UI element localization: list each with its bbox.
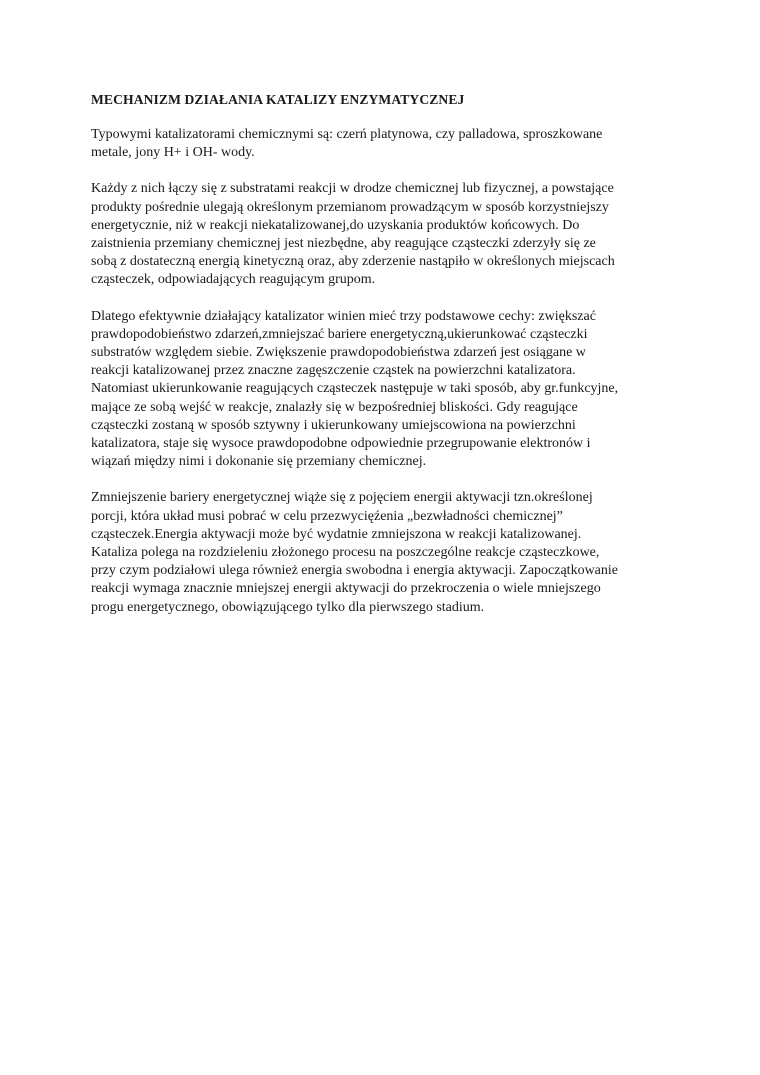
paragraph-line: Kataliza polega na rozdzieleniu złożonego procesu na poszczególne reakcje cząsteczkowe,: [91, 545, 600, 561]
paragraph-line: Każdy z nich łączy się z substratami reakcji w drodze chemicznej lub fizycznej, a powstające: [91, 181, 614, 197]
paragraph-line: cząsteczki zostaną w sposób sztywny i ukierunkowany umiejscowiona na powierzchni: [91, 417, 576, 433]
paragraph-line: zaistnienia przemiany chemicznej jest niezbędne, aby reagujące cząsteczki zderzyły się ze: [91, 236, 596, 252]
paragraph-line: prawdopodobieństwo zdarzeń,zmniejszać bariere energetyczną,ukierunkować cząsteczki: [91, 326, 588, 342]
paragraph-line: substratów względem siebie. Zwiększenie prawdopodobieństwa zdarzeń jest osiągane w: [91, 345, 586, 361]
paragraph-activation-energy: [91, 489, 681, 616]
document-page: [91, 91, 681, 635]
paragraph-line: produkty pośrednie ulegają określonym przemianom prowadzącym w sposób korzystniejszy: [91, 199, 609, 215]
paragraph-line: progu energetycznego, obowiązującego tylko dla pierwszego stadium.: [91, 599, 485, 615]
paragraph-line: cząsteczek.Energia aktywacji może być wydatnie zmniejszona w reakcji katalizowanej.: [91, 526, 582, 542]
paragraph-line: sobą z dostateczną energią kinetyczną oraz, aby zderzenie nastąpiło w określonych miejscach: [91, 254, 615, 270]
paragraph-line: Zmniejszenie bariery energetycznej wiąże się z pojęciem energii aktywacji tzn.określonej: [91, 490, 593, 506]
paragraph-catalysts: [91, 126, 681, 162]
paragraph-line: porcji, która układ musi pobrać w celu przezwycięźenia „bezwładności chemicznej”: [91, 508, 563, 524]
paragraph-line: reakcji wymaga znacznie mniejszej energii aktywacji do przekroczenia o wiele mniejszego: [91, 581, 601, 597]
paragraph-line: katalizatora, staje się wysoce prawdopodobne odpowiednie przegrupowanie elektronów i: [91, 436, 591, 452]
paragraph-line: wiązań między nimi i dokonanie się przemiany chemicznej.: [91, 454, 427, 470]
paragraph-line: Natomiast ukierunkowanie reagujących cząsteczek następuje w taki sposób, aby gr.funkcyjne,: [91, 381, 619, 397]
paragraph-line: metale, jony H+ i OH- wody.: [91, 145, 255, 161]
paragraph-features: [91, 308, 681, 472]
paragraph-line: cząsteczek, odpowiadających reagującym grupom.: [91, 272, 376, 288]
paragraph-substrates: [91, 180, 681, 289]
paragraph-line: energetycznie, niż w reakcji niekatalizowanej,do uzyskania produktów końcowych. Do: [91, 217, 580, 233]
paragraph-line: Dlatego efektywnie działający katalizator winien mieć trzy podstawowe cechy: zwiększać: [91, 308, 596, 324]
paragraph-line: przy czym podziałowi ulega również energia swobodna i energia aktywacji. Zapoczątkowanie: [91, 563, 618, 579]
paragraph-line: reakcji katalizowanej przez znaczne zagęszczenie cząstek na powierzchni katalizatora.: [91, 363, 576, 379]
paragraph-line: Typowymi katalizatorami chemicznymi są: czerń platynowa, czy palladowa, sproszkowane: [91, 127, 603, 142]
document-title: MECHANIZM DZIAŁANIA KATALIZY ENZYMATYCZNEJ: [91, 92, 465, 107]
paragraph-line: mające ze sobą wejść w reakcje, znalazły się w bezpośredniej bliskości. Gdy reagujące: [91, 399, 578, 415]
